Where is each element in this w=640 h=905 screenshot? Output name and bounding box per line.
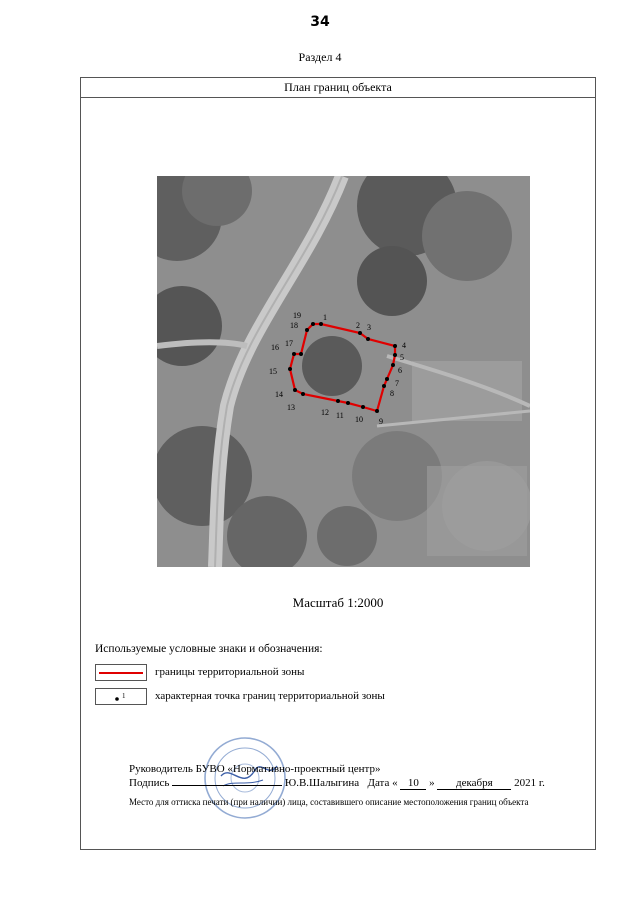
point-label: 6 — [398, 366, 402, 375]
point-label: 13 — [287, 403, 295, 412]
point-label: 9 — [379, 417, 383, 426]
point-label: 17 — [285, 339, 293, 348]
section-label: Раздел 4 — [298, 50, 342, 64]
signature-heading: Руководитель БУВО «Нормативно-проектный центр» — [129, 763, 381, 775]
legend-title: Используемые условные знаки и обозначения: — [95, 643, 323, 655]
page-number: 34 — [310, 14, 330, 30]
map-scale: Масштаб 1:2000 — [292, 595, 384, 610]
stamp-note: Место для оттиска печати (при наличии) лица, составившего описание местоположения границ объекта — [129, 797, 529, 807]
boundary-line-icon — [99, 672, 143, 674]
point-label: 2 — [356, 321, 360, 330]
point-label: 5 — [400, 353, 404, 362]
point-label: 18 — [290, 321, 298, 330]
plan-frame — [80, 77, 596, 850]
point-label: 7 — [395, 379, 399, 388]
point-label: 19 — [293, 311, 301, 320]
legend-boundary-text: границы территориальной зоны — [155, 666, 305, 678]
point-label: 15 — [269, 367, 277, 376]
svg-text:1: 1 — [122, 692, 126, 700]
point-label: 8 — [390, 389, 394, 398]
point-label: 12 — [321, 408, 329, 417]
legend-boundary-symbol — [95, 664, 147, 681]
legend-point-text: характерная точка границ территориальной зоны — [155, 690, 385, 702]
point-label: 14 — [275, 390, 283, 399]
point-icon — [114, 692, 130, 702]
frame-title: План границ объекта — [81, 78, 595, 98]
point-label: 3 — [367, 323, 371, 332]
point-label: 4 — [402, 341, 406, 350]
legend-point-symbol — [95, 688, 147, 705]
point-label: 1 — [323, 313, 327, 322]
signature-line: Подпись Ю.В.Шалыгина Дата « 10 » декабря 2021 г. — [129, 777, 545, 789]
point-label: 10 — [355, 415, 363, 424]
aerial-map — [157, 176, 530, 567]
point-label: 11 — [336, 411, 344, 420]
point-label: 16 — [271, 343, 279, 352]
